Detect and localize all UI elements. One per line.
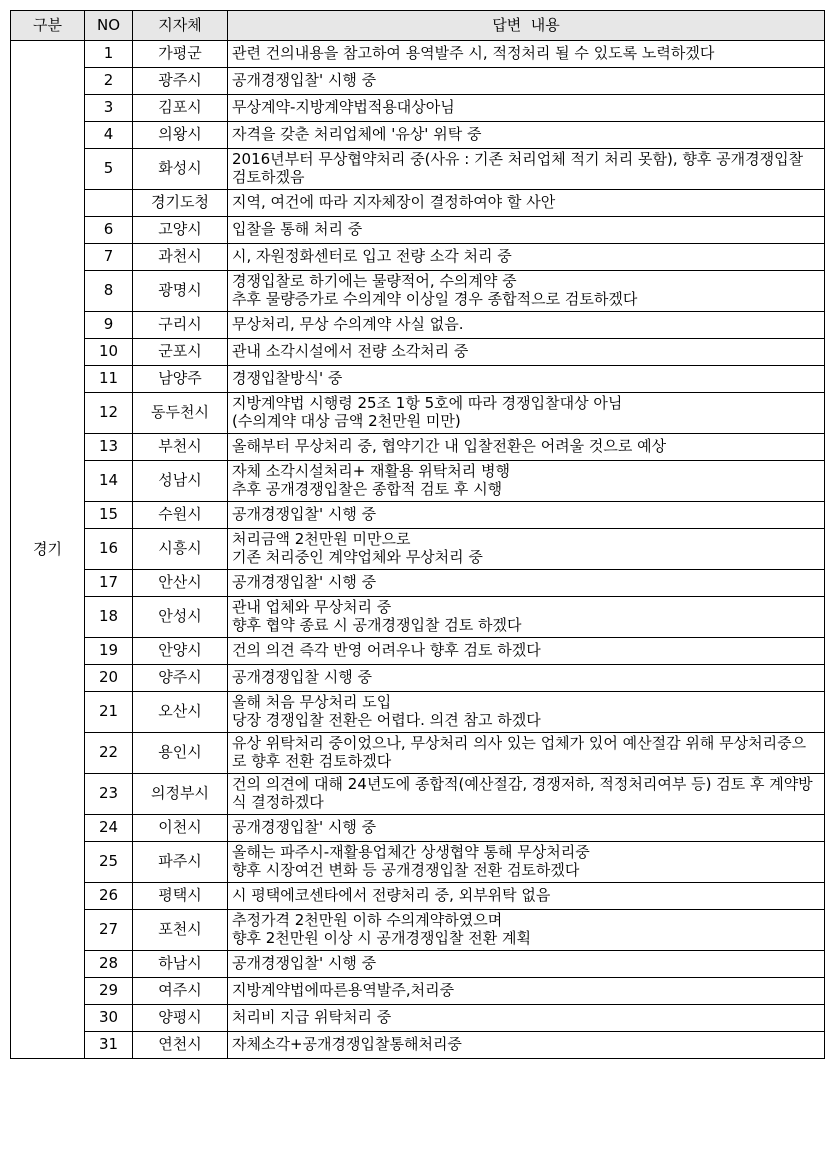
table-row — [11, 393, 825, 434]
table-row — [11, 339, 825, 366]
row-number: 5 — [85, 149, 133, 190]
municipality-name: 안양시 — [133, 638, 228, 665]
answer-text: 공개경쟁입찰 시행 중 — [228, 665, 825, 692]
table-row — [11, 910, 825, 951]
table-row — [11, 951, 825, 978]
municipality-name: 하남시 — [133, 951, 228, 978]
answer-text: 올해는 파주시-재활용업체간 상생협약 통해 무상처리중 향후 시장여건 변화 등 공개경쟁입찰 전환 검토하겠다 — [228, 842, 825, 883]
municipality-name: 양주시 — [133, 665, 228, 692]
row-number: 19 — [85, 638, 133, 665]
answer-text: 자격을 갖춘 처리업체에 '유상' 위탁 중 — [228, 122, 825, 149]
row-number: 14 — [85, 461, 133, 502]
table-row — [11, 978, 825, 1005]
table-body — [11, 41, 825, 1059]
table-row — [11, 774, 825, 815]
table-row — [11, 815, 825, 842]
table-row — [11, 149, 825, 190]
municipality-name: 용인시 — [133, 733, 228, 774]
table-row — [11, 122, 825, 149]
header-municipality: 지자체 — [133, 11, 228, 41]
municipality-name: 파주시 — [133, 842, 228, 883]
answer-text: 공개경쟁입찰' 시행 중 — [228, 951, 825, 978]
table-row — [11, 733, 825, 774]
answer-text: 처리금액 2천만원 미만으로 기존 처리중인 계약업체와 무상처리 중 — [228, 529, 825, 570]
municipality-name: 화성시 — [133, 149, 228, 190]
header-no: NO — [85, 11, 133, 41]
row-number: 15 — [85, 502, 133, 529]
answer-text: 자체소각+공개경쟁입찰통해처리중 — [228, 1032, 825, 1059]
municipality-name: 수원시 — [133, 502, 228, 529]
municipality-name: 광주시 — [133, 68, 228, 95]
municipality-name: 연천시 — [133, 1032, 228, 1059]
municipality-name: 경기도청 — [133, 190, 228, 217]
response-table — [10, 10, 825, 1059]
answer-text: 시, 자원정화센터로 입고 전량 소각 처리 중 — [228, 244, 825, 271]
table-row — [11, 1005, 825, 1032]
answer-text: 지방계약법에따른용역발주,처리중 — [228, 978, 825, 1005]
answer-text: 공개경쟁입찰' 시행 중 — [228, 502, 825, 529]
row-number: 24 — [85, 815, 133, 842]
municipality-name: 고양시 — [133, 217, 228, 244]
row-number: 16 — [85, 529, 133, 570]
table-row — [11, 95, 825, 122]
header-row — [11, 11, 825, 41]
municipality-name: 군포시 — [133, 339, 228, 366]
row-number: 18 — [85, 597, 133, 638]
answer-text: 건의 의견에 대해 24년도에 종합적(예산절감, 경쟁저하, 적정처리여부 등) 검토 후 계약방식 결정하겠다 — [228, 774, 825, 815]
table-row — [11, 529, 825, 570]
municipality-name: 광명시 — [133, 271, 228, 312]
table-row — [11, 597, 825, 638]
municipality-name: 가평군 — [133, 41, 228, 68]
municipality-name: 과천시 — [133, 244, 228, 271]
municipality-name: 여주시 — [133, 978, 228, 1005]
row-number: 8 — [85, 271, 133, 312]
table-row — [11, 638, 825, 665]
row-number: 6 — [85, 217, 133, 244]
table-row — [11, 883, 825, 910]
row-number: 27 — [85, 910, 133, 951]
row-number: 31 — [85, 1032, 133, 1059]
answer-text: 관내 업체와 무상처리 중 향후 협약 종료 시 공개경쟁입찰 검토 하겠다 — [228, 597, 825, 638]
row-number: 3 — [85, 95, 133, 122]
answer-text: 공개경쟁입찰' 시행 중 — [228, 68, 825, 95]
row-number: 29 — [85, 978, 133, 1005]
row-number: 21 — [85, 692, 133, 733]
table-row — [11, 1032, 825, 1059]
row-number: 11 — [85, 366, 133, 393]
municipality-name: 구리시 — [133, 312, 228, 339]
row-number: 2 — [85, 68, 133, 95]
row-number: 4 — [85, 122, 133, 149]
table-row — [11, 461, 825, 502]
table-row — [11, 502, 825, 529]
row-number: 9 — [85, 312, 133, 339]
municipality-name: 성남시 — [133, 461, 228, 502]
table-row — [11, 244, 825, 271]
answer-text: 무상계약-지방계약법적용대상아님 — [228, 95, 825, 122]
row-number: 28 — [85, 951, 133, 978]
answer-text: 경쟁입찰방식' 중 — [228, 366, 825, 393]
municipality-name: 의왕시 — [133, 122, 228, 149]
answer-text: 유상 위탁처리 중이었으나, 무상처리 의사 있는 업체가 있어 예산절감 위해 무상처리중으로 향후 전환 검토하겠다 — [228, 733, 825, 774]
municipality-name: 양평시 — [133, 1005, 228, 1032]
region-cell: 경기 — [11, 41, 85, 1059]
answer-text: 지역, 여건에 따라 지자체장이 결정하여야 할 사안 — [228, 190, 825, 217]
municipality-name: 안산시 — [133, 570, 228, 597]
table-row — [11, 692, 825, 733]
municipality-name: 오산시 — [133, 692, 228, 733]
row-number: 17 — [85, 570, 133, 597]
row-number: 12 — [85, 393, 133, 434]
table-row — [11, 665, 825, 692]
table-row — [11, 68, 825, 95]
table-row — [11, 366, 825, 393]
table-row — [11, 217, 825, 244]
answer-text: 관내 소각시설에서 전량 소각처리 중 — [228, 339, 825, 366]
municipality-name: 평택시 — [133, 883, 228, 910]
municipality-name: 동두천시 — [133, 393, 228, 434]
answer-text: 관련 건의내용을 참고하여 용역발주 시, 적정처리 될 수 있도록 노력하겠다 — [228, 41, 825, 68]
table-row — [11, 842, 825, 883]
table-row — [11, 570, 825, 597]
row-number: 1 — [85, 41, 133, 68]
answer-text: 무상처리, 무상 수의계약 사실 없음. — [228, 312, 825, 339]
answer-text: 지방계약법 시행령 25조 1항 5호에 따라 경쟁입찰대상 아님 (수의계약 대상 금액 2천만원 미만) — [228, 393, 825, 434]
table-row — [11, 434, 825, 461]
row-number: 23 — [85, 774, 133, 815]
table-row — [11, 190, 825, 217]
header-answer: 답변 내용 — [228, 11, 825, 41]
table-row — [11, 312, 825, 339]
municipality-name: 김포시 — [133, 95, 228, 122]
answer-text: 입찰을 통해 처리 중 — [228, 217, 825, 244]
answer-text: 자체 소각시설처리+ 재활용 위탁처리 병행 추후 공개경쟁입찰은 종합적 검토 후 시행 — [228, 461, 825, 502]
municipality-name: 부천시 — [133, 434, 228, 461]
row-number: 22 — [85, 733, 133, 774]
row-number: 30 — [85, 1005, 133, 1032]
answer-text: 경쟁입찰로 하기에는 물량적어, 수의계약 중 추후 물량증가로 수의계약 이상일 경우 종합적으로 검토하겠다 — [228, 271, 825, 312]
row-number: 20 — [85, 665, 133, 692]
row-number: 26 — [85, 883, 133, 910]
answer-text: 올해 처음 무상처리 도입 당장 경쟁입찰 전환은 어렵다. 의견 참고 하겠다 — [228, 692, 825, 733]
municipality-name: 포천시 — [133, 910, 228, 951]
municipality-name: 남양주 — [133, 366, 228, 393]
table-row — [11, 41, 825, 68]
municipality-name: 안성시 — [133, 597, 228, 638]
row-number — [85, 190, 133, 217]
answer-text: 2016년부터 무상협약처리 중(사유 : 기존 처리업체 적기 처리 못함), 향후 공개경쟁입찰 검토하겠음 — [228, 149, 825, 190]
municipality-name: 의정부시 — [133, 774, 228, 815]
row-number: 25 — [85, 842, 133, 883]
row-number: 10 — [85, 339, 133, 366]
municipality-name: 이천시 — [133, 815, 228, 842]
municipality-name: 시흥시 — [133, 529, 228, 570]
row-number: 13 — [85, 434, 133, 461]
answer-text: 시 평택에코센타에서 전량처리 중, 외부위탁 없음 — [228, 883, 825, 910]
header-category: 구분 — [11, 11, 85, 41]
answer-text: 건의 의견 즉각 반영 어려우나 향후 검토 하겠다 — [228, 638, 825, 665]
row-number: 7 — [85, 244, 133, 271]
answer-text: 올해부터 무상처리 중, 협약기간 내 입찰전환은 어려울 것으로 예상 — [228, 434, 825, 461]
table-row — [11, 271, 825, 312]
answer-text: 추정가격 2천만원 이하 수의계약하였으며 향후 2천만원 이상 시 공개경쟁입찰 전환 계획 — [228, 910, 825, 951]
answer-text: 공개경쟁입찰' 시행 중 — [228, 815, 825, 842]
answer-text: 공개경쟁입찰' 시행 중 — [228, 570, 825, 597]
answer-text: 처리비 지급 위탁처리 중 — [228, 1005, 825, 1032]
